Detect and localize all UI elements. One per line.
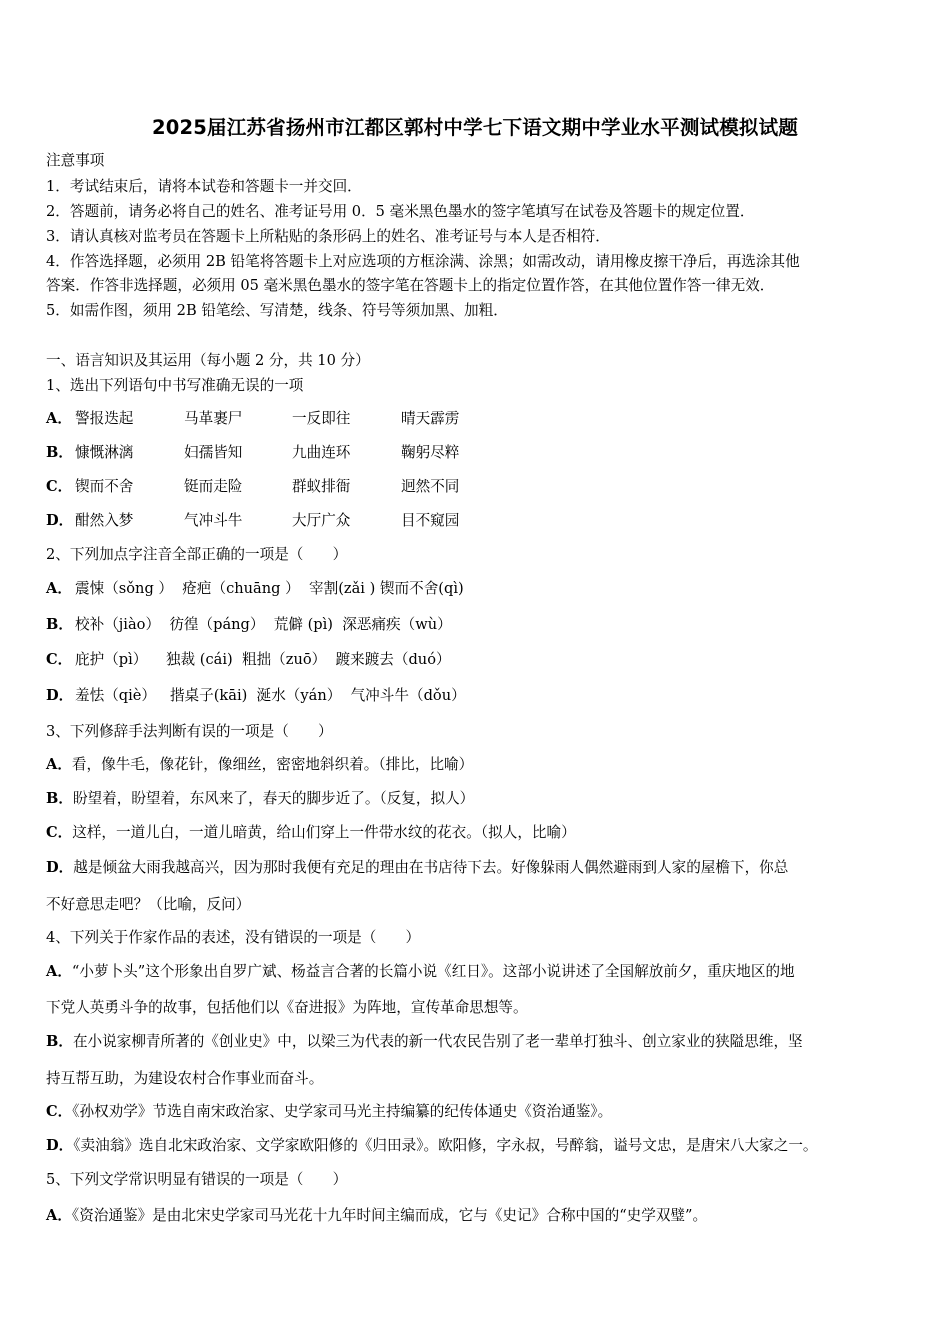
notice-item-2: 2．答题前，请务必将自己的姓名、准考证号用 0．5 毫米黑色墨水的签字笔填写在试卷及答题卡的规定位置． — [46, 203, 755, 220]
question-2-option-c: 庇护（pì） 独裁 (cái) 粗拙（zuō） 踱来踱去（duó） — [75, 651, 451, 668]
option-cell: 酣然入梦 — [75, 512, 134, 529]
option-label: D． — [46, 512, 74, 529]
option-cell: 铤而走险 — [184, 478, 243, 495]
option-text: 越是倾盆大雨我越高兴，因为那时我便有充足的理由在书店待下去。好像躲雨人偶然避雨到人家的屋檐下，你总 — [73, 859, 789, 876]
question-3-option-d-cont: 不好意思走吧？（比喻，反问） — [46, 896, 251, 913]
option-cell: 九曲连环 — [292, 444, 351, 461]
option-cell: 一反即往 — [292, 410, 351, 427]
option-text: 《孙权劝学》节选自南宋政治家、史学家司马光主持编纂的纪传体通史《资治通鉴》。 — [72, 1103, 613, 1120]
option-letter: C． — [46, 824, 73, 841]
question-2-option-d: 羞怯（qiè） 揩桌子(kāi) 涎水（yán） 气冲斗牛（dǒu） — [75, 687, 466, 704]
option-cell: 目不窥园 — [401, 512, 460, 529]
option-text: 看，像牛毛，像花针，像细丝，密密地斜织着。（排比，比喻） — [71, 756, 474, 773]
question-2-option-a: 震悚（sǒng ） 疮疤（chuāng ） 宰割(zǎi ) 锲而不舍(qì) — [75, 580, 464, 597]
question-4-option-a-cont: 下党人英勇斗争的故事，包括他们以《奋进报》为阵地，宣传革命思想等。 — [46, 999, 528, 1016]
option-label: A． — [46, 410, 72, 427]
option-text: 这样，一道儿白，一道儿暗黄，给山们穿上一件带水纹的花衣。（拟人，比喻） — [72, 824, 576, 841]
question-5-option-a — [46, 1206, 707, 1226]
notice-item-3: 3．请认真核对监考员在答题卡上所粘贴的条形码上的姓名、准考证号与本人是否相符． — [46, 228, 610, 245]
notice-heading: 注意事项 — [46, 152, 105, 169]
option-cell: 迥然不同 — [401, 478, 460, 495]
question-4-stem: 4、下列关于作家作品的表述，没有错误的一项是（ ） — [46, 929, 421, 946]
question-2-stem: 2、下列加点字注音全部正确的一项是（ ） — [46, 546, 348, 563]
question-2-label-c: C． — [46, 651, 73, 668]
question-3-option-c — [46, 823, 576, 843]
question-2-label-d: D． — [46, 687, 74, 704]
notice-item-5: 5．如需作图，须用 2B 铅笔绘、写清楚，线条、符号等须加黑、加粗． — [46, 302, 508, 319]
option-letter: B． — [46, 1033, 73, 1050]
option-cell: 气冲斗牛 — [184, 512, 243, 529]
question-4-option-b — [46, 1032, 803, 1052]
question-2-option-b: 校补（jiào） 彷徨（páng） 荒僻 (pì) 深恶痛疾（wù） — [75, 616, 452, 633]
question-4-option-b-cont: 持互帮互助，为建设农村合作事业而奋斗。 — [46, 1070, 324, 1087]
question-4-option-a — [46, 962, 795, 982]
option-letter: D． — [46, 859, 74, 876]
option-letter: C． — [46, 1103, 73, 1120]
option-letter: A． — [46, 1207, 72, 1224]
section-heading: 一、语言知识及其运用（每小题 2 分，共 10 分） — [46, 352, 370, 369]
option-cell: 慷慨淋漓 — [75, 444, 134, 461]
option-label: C． — [46, 478, 73, 495]
notice-item-4-cont: 答案．作答非选择题，必须用 05 毫米黑色墨水的签字笔在答题卡上的指定位置作答，在其他位置作答一律无效． — [46, 277, 775, 294]
option-cell: 晴天霹雳 — [401, 410, 460, 427]
option-cell: 马革裹尸 — [184, 410, 243, 427]
option-cell: 大厅广众 — [292, 512, 351, 529]
option-text: 在小说家柳青所著的《创业史》中，以梁三为代表的新一代农民告别了老一辈单打独斗、创立家业的狭隘思维，坚 — [72, 1033, 803, 1050]
page-title: 2025届江苏省扬州市江都区郭村中学七下语文期中学业水平测试模拟试题 — [151, 116, 799, 139]
question-2-label-a: A． — [46, 580, 72, 597]
question-1-stem: 1、选出下列语句中书写准确无误的一项 — [46, 377, 304, 394]
option-cell: 妇孺皆知 — [184, 444, 243, 461]
option-text: 《资治通鉴》是由北宋史学家司马光花十九年时间主编而成，它与《史记》合称中国的“史学双璧”。 — [71, 1207, 708, 1224]
option-letter: A． — [46, 963, 72, 980]
question-4-option-d — [46, 1136, 818, 1156]
question-3-option-a — [46, 755, 473, 775]
notice-item-4: 4．作答选择题，必须用 2B 铅笔将答题卡上对应选项的方框涂满、涂黑；如需改动，请用橡皮擦干净后，再选涂其他 — [46, 253, 800, 270]
option-text: 盼望着，盼望着，东风来了，春天的脚步近了。（反复，拟人） — [72, 790, 475, 807]
option-cell: 鞠躬尽粹 — [401, 444, 460, 461]
option-letter: B． — [46, 790, 73, 807]
question-3-option-d — [46, 858, 788, 878]
option-letter: D． — [46, 1137, 74, 1154]
question-4-option-c — [46, 1102, 612, 1122]
option-cell: 锲而不舍 — [75, 478, 134, 495]
question-3-option-b — [46, 789, 474, 809]
option-label: B． — [46, 444, 73, 461]
question-3-stem: 3、下列修辞手法判断有误的一项是（ ） — [46, 723, 333, 740]
option-letter: A． — [46, 756, 72, 773]
notice-item-1: 1．考试结束后，请将本试卷和答题卡一并交回． — [46, 178, 362, 195]
option-cell: 警报迭起 — [75, 410, 134, 427]
question-2-label-b: B． — [46, 616, 73, 633]
option-text: “小萝卜头”这个形象出自罗广斌、杨益言合著的长篇小说《红日》。这部小说讲述了全国解放前夕，重庆地区的地 — [71, 963, 795, 980]
option-cell: 群蚁排衙 — [292, 478, 351, 495]
option-text: 《卖油翁》选自北宋政治家、文学家欧阳修的《归田录》。欧阳修，字永叔，号醉翁，谥号文忠，是唐宋八大家之一。 — [73, 1137, 818, 1154]
question-5-stem: 5、下列文学常识明显有错误的一项是（ ） — [46, 1171, 348, 1188]
